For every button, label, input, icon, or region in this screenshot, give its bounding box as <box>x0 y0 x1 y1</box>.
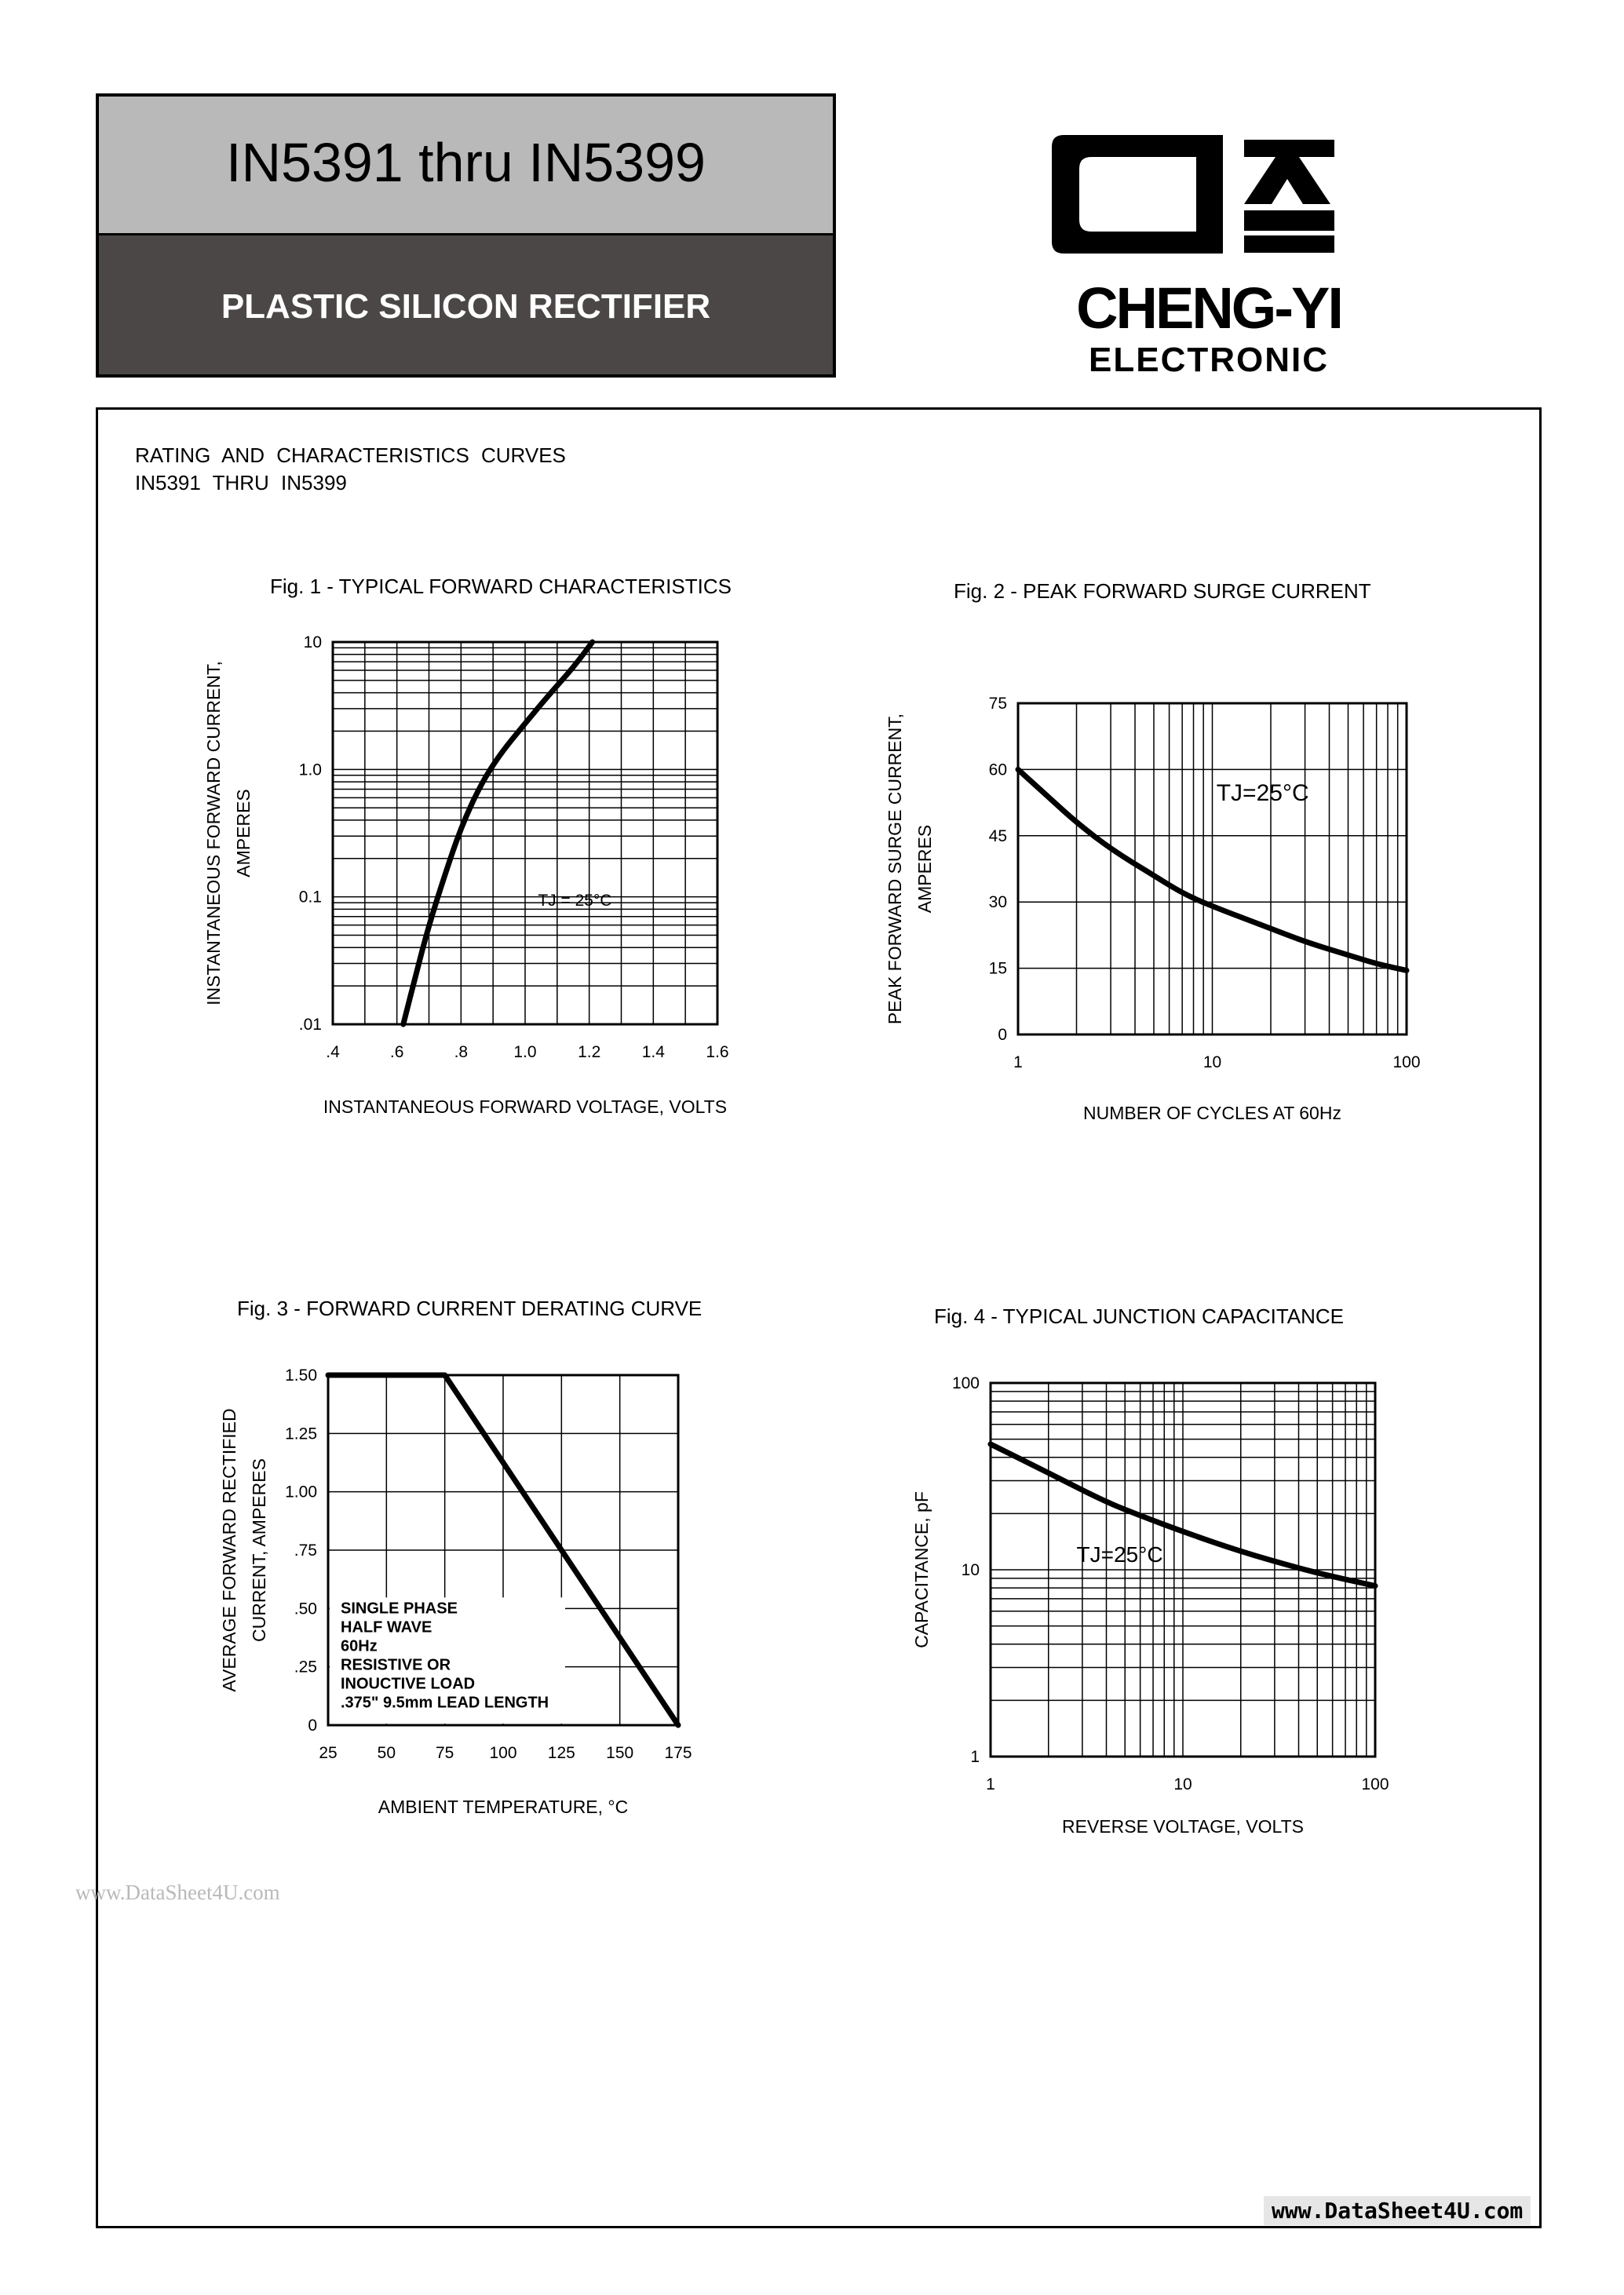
x-tick-label: .8 <box>454 1043 469 1061</box>
x-tick-label: 1.6 <box>706 1043 729 1061</box>
section-subtitle: IN5391 THRU IN5399 <box>135 471 347 494</box>
fig1-title: Fig. 1 - TYPICAL FORWARD CHARACTERISTICS <box>270 575 732 598</box>
watermark-left: www.DataSheet4U.com <box>75 1881 280 1904</box>
x-tick-label: 100 <box>489 1744 517 1762</box>
x-tick-label: 1.4 <box>641 1043 665 1061</box>
y-axis-label: AMPERES <box>233 789 254 878</box>
x-axis-label: NUMBER OF CYCLES AT 60Hz <box>1083 1103 1341 1123</box>
watermark-right: www.DataSheet4U.com <box>1264 2196 1531 2225</box>
x-axis-label: REVERSE VOLTAGE, VOLTS <box>1061 1816 1305 1837</box>
y-tick-label: 75 <box>988 695 1007 713</box>
tj-annotation: TJ = 25°C <box>538 892 612 910</box>
derating-note-line: SINGLE PHASE <box>341 1600 458 1618</box>
y-tick-label: 30 <box>988 893 1007 912</box>
y-tick-label: 15 <box>988 959 1007 978</box>
section-title: RATING AND CHARACTERISTICS CURVES <box>135 443 566 467</box>
y-tick-label: 1 <box>970 1748 980 1766</box>
y-tick-label: .75 <box>294 1542 317 1560</box>
x-tick-label: 175 <box>664 1744 692 1762</box>
derating-note-line: HALF WAVE <box>341 1618 432 1636</box>
fig4-title: Fig. 4 - TYPICAL JUNCTION CAPACITANCE <box>934 1304 1345 1328</box>
y-axis-label: AMPERES <box>914 824 935 914</box>
derating-note-line: RESISTIVE OR <box>341 1656 451 1674</box>
x-tick-label: .4 <box>326 1043 340 1061</box>
chart-4 <box>911 1374 1389 1837</box>
y-tick-label: 10 <box>303 633 322 651</box>
tj-annotation: TJ=25°C <box>1076 1542 1163 1567</box>
fig2-title: Fig. 2 - PEAK FORWARD SURGE CURRENT <box>954 579 1371 603</box>
x-tick-label: 75 <box>435 1744 454 1762</box>
y-tick-label: .25 <box>294 1658 317 1677</box>
y-tick-label: 1.50 <box>285 1366 317 1385</box>
y-tick-label: 45 <box>988 826 1007 845</box>
y-tick-label: 100 <box>951 1374 980 1392</box>
chart-3 <box>219 1366 692 1817</box>
y-axis-label: CURRENT, AMPERES <box>249 1458 269 1642</box>
y-tick-label: .01 <box>298 1016 322 1034</box>
y-tick-label: 0 <box>308 1717 317 1735</box>
y-tick-label: 1.0 <box>298 761 322 779</box>
chart-1 <box>203 633 729 1117</box>
part-range-title: IN5391 thru IN5399 <box>226 132 706 193</box>
y-tick-label: 60 <box>988 761 1007 779</box>
y-axis-label: PEAK FORWARD SURGE CURRENT, <box>885 713 905 1025</box>
x-tick-label: .6 <box>389 1043 404 1061</box>
x-tick-label: 1 <box>986 1775 995 1793</box>
x-tick-label: 150 <box>606 1744 634 1762</box>
derating-note-line: 60Hz <box>341 1637 378 1655</box>
x-tick-label: 1 <box>1013 1053 1023 1071</box>
y-tick-label: 10 <box>961 1561 980 1579</box>
y-axis-label: INSTANTANEOUS FORWARD CURRENT, <box>203 661 224 1005</box>
chart-2 <box>885 695 1421 1123</box>
x-tick-label: 10 <box>1173 1775 1192 1793</box>
x-tick-label: 100 <box>1392 1053 1421 1071</box>
x-tick-label: 1.2 <box>578 1043 601 1061</box>
x-tick-label: 1.0 <box>513 1043 537 1061</box>
y-tick-label: 1.00 <box>285 1483 317 1501</box>
tj-annotation: TJ=25°C <box>1216 779 1309 806</box>
x-tick-label: 50 <box>377 1744 396 1762</box>
y-axis-label: AVERAGE FORWARD RECTIFIED <box>219 1408 239 1692</box>
derating-note-line: .375" 9.5mm LEAD LENGTH <box>341 1694 549 1712</box>
x-axis-label: INSTANTANEOUS FORWARD VOLTAGE, VOLTS <box>323 1096 728 1117</box>
product-subtitle: PLASTIC SILICON RECTIFIER <box>221 287 711 326</box>
x-tick-label: 25 <box>319 1744 338 1762</box>
x-axis-label: AMBIENT TEMPERATURE, °C <box>378 1797 629 1817</box>
y-tick-label: 0.1 <box>298 888 322 907</box>
company-name: CHENG-YI <box>1076 275 1341 341</box>
series-line-1 <box>403 642 593 1024</box>
y-tick-label: .50 <box>294 1600 317 1618</box>
y-tick-label: 0 <box>998 1026 1007 1044</box>
company-subtitle: ELECTRONIC <box>1089 341 1329 379</box>
x-tick-label: 10 <box>1202 1053 1222 1071</box>
y-axis-label: CAPACITANCE, pF <box>911 1491 932 1648</box>
fig3-title: Fig. 3 - FORWARD CURRENT DERATING CURVE <box>237 1297 703 1320</box>
derating-note-line: INOUCTIVE LOAD <box>341 1675 476 1693</box>
y-tick-label: 1.25 <box>285 1425 317 1443</box>
x-tick-label: 125 <box>547 1744 575 1762</box>
x-tick-label: 100 <box>1361 1775 1389 1793</box>
